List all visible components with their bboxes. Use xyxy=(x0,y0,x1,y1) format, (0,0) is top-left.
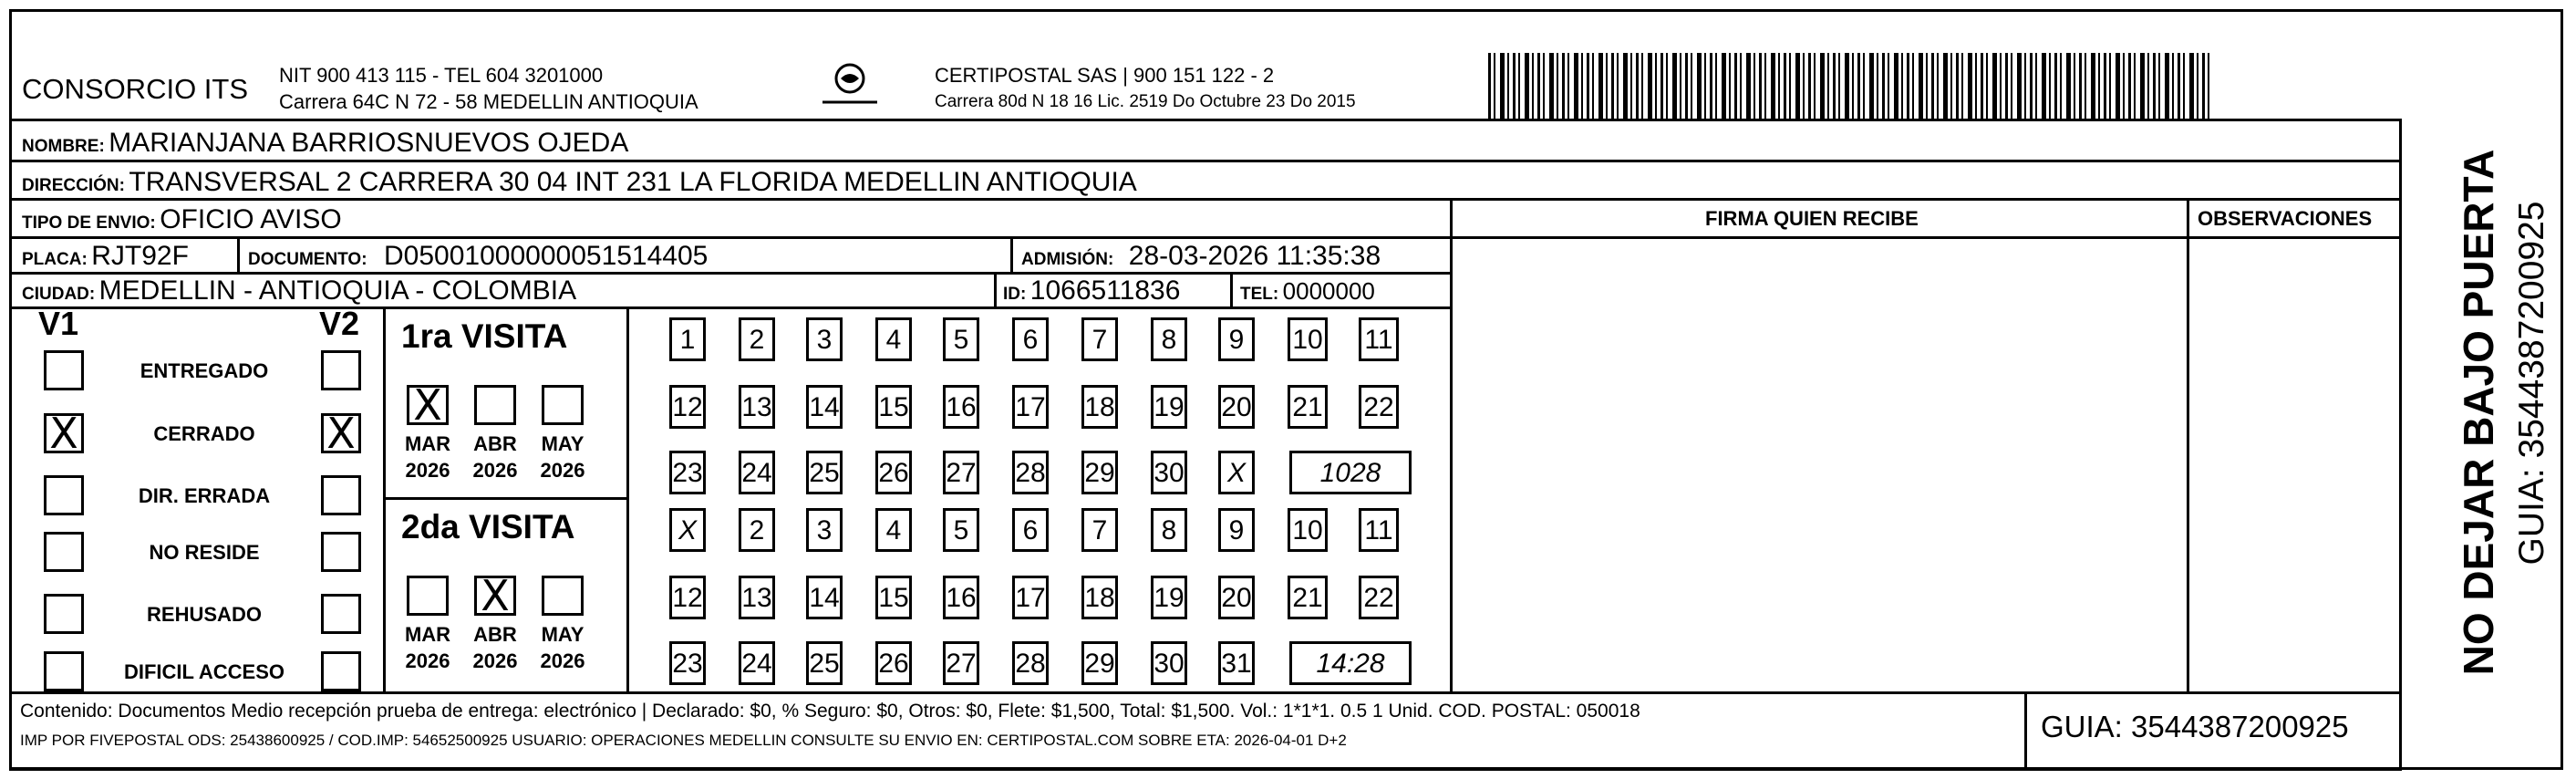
direccion-field xyxy=(22,167,1137,198)
day-box[interactable]: 19 xyxy=(1151,576,1187,619)
day-box[interactable]: 5 xyxy=(943,317,979,361)
day-box[interactable]: 4 xyxy=(875,317,912,361)
rule xyxy=(9,272,1453,275)
day-box[interactable]: 15 xyxy=(875,576,912,619)
v1-checkbox[interactable] xyxy=(44,651,84,691)
rule xyxy=(383,306,386,693)
observaciones-header: OBSERVACIONES xyxy=(2198,207,2373,230)
day-box[interactable]: 23 xyxy=(669,451,706,494)
day-box[interactable]: 29 xyxy=(1081,641,1118,685)
check-mark: X xyxy=(49,409,78,458)
day-box[interactable]: 23 xyxy=(669,641,706,685)
rule xyxy=(2024,691,2027,770)
year-label: 2026 xyxy=(405,459,450,482)
day-box[interactable]: 17 xyxy=(1012,385,1049,429)
month-label: MAY xyxy=(541,623,585,646)
rule xyxy=(9,198,2402,201)
day-box[interactable]: 22 xyxy=(1359,576,1399,619)
v1-checkbox[interactable] xyxy=(44,409,84,458)
day-box[interactable]: 10 xyxy=(1288,508,1328,552)
status-option-label: CERRADO xyxy=(153,422,255,445)
v1-checkbox[interactable] xyxy=(44,475,84,515)
v2-checkbox[interactable] xyxy=(321,350,361,390)
day-box[interactable]: 13 xyxy=(739,385,775,429)
ciudad-field xyxy=(22,275,576,306)
day-box[interactable]: 31 xyxy=(1218,641,1255,685)
day-box[interactable]: 9 xyxy=(1218,508,1255,552)
day-box[interactable]: X xyxy=(669,508,706,552)
day-box[interactable]: 15 xyxy=(875,385,912,429)
footer-imp: IMP POR FIVEPOSTAL ODS: 25438600925 / COD.IMP: 54652500925 USUARIO: OPERACIONES MEDELLIN CONSULTE SU ENVIO EN: CERTIPOSTAL.COM SOBRE ETA: 2026-04-01 D+2 xyxy=(20,732,1347,749)
tel-label: TEL: xyxy=(1240,285,1279,304)
rule xyxy=(1010,236,1013,274)
rule xyxy=(1450,198,1453,693)
rule xyxy=(9,236,2402,239)
status-option-label: DIR. ERRADA xyxy=(138,484,271,507)
day-box[interactable]: 28 xyxy=(1012,641,1049,685)
check-mark: X xyxy=(326,409,356,458)
placa-field xyxy=(22,241,189,272)
day-box[interactable]: 20 xyxy=(1218,576,1255,619)
rule xyxy=(9,119,2402,121)
day-box[interactable]: 6 xyxy=(1012,317,1049,361)
id-value: 1066511836 xyxy=(1029,275,1181,306)
day-box[interactable]: 12 xyxy=(669,576,706,619)
rule xyxy=(1230,272,1233,308)
status-option-label: NO RESIDE xyxy=(149,541,260,564)
company-line2: Carrera 64C N 72 - 58 MEDELLIN ANTIOQUIA xyxy=(279,90,698,113)
visit-time[interactable]: 1028 xyxy=(1289,451,1412,494)
month-label: MAY xyxy=(541,432,585,455)
label-frame xyxy=(9,9,2563,770)
rule xyxy=(383,497,629,500)
day-box[interactable]: 1 xyxy=(669,317,706,361)
day-box[interactable]: 3 xyxy=(806,508,843,552)
day-box[interactable]: 6 xyxy=(1012,508,1049,552)
day-box[interactable]: 8 xyxy=(1151,317,1187,361)
v2-checkbox[interactable] xyxy=(321,594,361,634)
day-box[interactable]: 16 xyxy=(943,576,979,619)
month-label: ABR xyxy=(473,432,517,455)
footer-contenido: Contenido: Documentos Medio recepción prueba de entrega: electrónico | Declarado: $0, % Seguro: $0, Otros: $0, Flete: $1,500, Total: $1,500. Vol.: 1*1*1. 0.5 1 Unid. COD. POSTAL: 050018 xyxy=(20,701,1640,722)
id-field xyxy=(1003,275,1180,306)
day-box[interactable]: 26 xyxy=(875,641,912,685)
rule xyxy=(9,160,2402,162)
day-box[interactable]: 7 xyxy=(1081,317,1118,361)
v2-checkbox[interactable] xyxy=(321,651,361,691)
rule xyxy=(994,272,997,308)
day-box[interactable]: 3 xyxy=(806,317,843,361)
nombre-value: MARIANJANA BARRIOSNUEVOS OJEDA xyxy=(109,128,629,158)
tipo-value: OFICIO AVISO xyxy=(160,204,342,234)
documento-label: DOCUMENTO: xyxy=(248,250,367,269)
barcode xyxy=(1488,53,2214,120)
status-option-label: DIFICIL ACCESO xyxy=(123,660,284,683)
month-checkbox[interactable] xyxy=(474,385,516,425)
certipostal-logo xyxy=(815,60,885,111)
day-box[interactable]: 20 xyxy=(1218,385,1255,429)
day-box[interactable]: 24 xyxy=(739,641,775,685)
certi-line2: Carrera 80d N 18 16 Lic. 2519 Do Octubre 23 Do 2015 xyxy=(935,92,1356,111)
day-box[interactable]: 7 xyxy=(1081,508,1118,552)
day-box[interactable]: 12 xyxy=(669,385,706,429)
month-checkbox[interactable] xyxy=(474,571,516,620)
day-box[interactable]: 30 xyxy=(1151,451,1187,494)
v2-checkbox[interactable] xyxy=(321,532,361,572)
v2-checkbox[interactable] xyxy=(321,475,361,515)
check-mark: X xyxy=(413,380,442,430)
day-box[interactable]: 30 xyxy=(1151,641,1187,685)
day-box[interactable]: 29 xyxy=(1081,451,1118,494)
v2-checkbox[interactable] xyxy=(321,409,361,458)
firma-header: FIRMA QUIEN RECIBE xyxy=(1705,207,1919,230)
company-name: CONSORCIO ITS xyxy=(22,73,249,105)
v1-checkbox[interactable] xyxy=(44,532,84,572)
year-label: 2026 xyxy=(540,459,585,482)
day-box[interactable]: 5 xyxy=(943,508,979,552)
id-label: ID: xyxy=(1003,285,1027,304)
side-guia: GUIA: 3544387200925 xyxy=(2512,201,2551,566)
visit-title: 1ra VISITA xyxy=(401,317,568,355)
day-box[interactable]: 2 xyxy=(739,317,775,361)
side-notice: NO DEJAR BAJO PUERTA xyxy=(2455,149,2502,676)
rule xyxy=(9,306,1453,309)
day-box[interactable]: 2 xyxy=(739,508,775,552)
month-label: MAR xyxy=(404,432,451,455)
status-option-label: ENTREGADO xyxy=(140,359,269,382)
v1-checkbox[interactable] xyxy=(44,594,84,634)
v1-header: V1 xyxy=(38,305,79,342)
day-box[interactable]: 26 xyxy=(875,451,912,494)
certi-line1: CERTIPOSTAL SAS | 900 151 122 - 2 xyxy=(935,64,1275,87)
day-box[interactable]: 27 xyxy=(943,451,979,494)
month-label: MAR xyxy=(404,623,451,646)
placa-value: RJT92F xyxy=(91,241,189,271)
ciudad-label: CIUDAD: xyxy=(22,285,96,304)
day-box[interactable]: 14 xyxy=(806,385,843,429)
day-box[interactable]: 8 xyxy=(1151,508,1187,552)
status-option-label: REHUSADO xyxy=(147,603,262,626)
day-box[interactable]: 16 xyxy=(943,385,979,429)
day-box[interactable]: 21 xyxy=(1288,576,1328,619)
day-box[interactable]: 28 xyxy=(1012,451,1049,494)
day-box[interactable]: 10 xyxy=(1288,317,1328,361)
year-label: 2026 xyxy=(472,649,518,672)
rule xyxy=(2399,119,2402,770)
day-box[interactable]: 19 xyxy=(1151,385,1187,429)
footer-guia: GUIA: 3544387200925 xyxy=(2041,710,2349,743)
tipo-field xyxy=(22,204,342,235)
day-box[interactable]: 25 xyxy=(806,641,843,685)
day-box[interactable]: 18 xyxy=(1081,385,1118,429)
day-box[interactable]: 9 xyxy=(1218,317,1255,361)
rule xyxy=(2187,198,2189,693)
direccion-label: DIRECCIÓN: xyxy=(22,176,125,195)
rule xyxy=(9,768,2402,771)
tipo-label: TIPO DE ENVIO: xyxy=(22,213,156,233)
year-label: 2026 xyxy=(472,459,518,482)
admision-field xyxy=(1021,241,1381,272)
month-label: ABR xyxy=(473,623,517,646)
rule xyxy=(9,691,2402,694)
documento-field xyxy=(248,241,708,272)
year-label: 2026 xyxy=(405,649,450,672)
day-box[interactable]: 25 xyxy=(806,451,843,494)
month-checkbox[interactable] xyxy=(407,576,449,616)
visit-title: 2da VISITA xyxy=(401,508,575,545)
day-box[interactable]: X xyxy=(1218,451,1255,494)
visit-time[interactable]: 14:28 xyxy=(1289,641,1412,685)
year-label: 2026 xyxy=(540,649,585,672)
v2-header: V2 xyxy=(319,305,360,342)
rule xyxy=(626,306,629,693)
month-checkbox[interactable] xyxy=(542,385,584,425)
tel-field xyxy=(1240,277,1375,306)
rule xyxy=(237,236,240,274)
ciudad-value: MEDELLIN - ANTIOQUIA - COLOMBIA xyxy=(98,275,577,306)
nombre-label: NOMBRE: xyxy=(22,137,105,156)
day-box[interactable]: 11 xyxy=(1359,317,1399,361)
v1-checkbox[interactable] xyxy=(44,350,84,390)
documento-value: D05001000000051514405 xyxy=(384,241,709,271)
day-box[interactable]: 17 xyxy=(1012,576,1049,619)
check-mark: X xyxy=(481,571,510,620)
day-box[interactable]: 14 xyxy=(806,576,843,619)
day-box[interactable]: 22 xyxy=(1359,385,1399,429)
day-box[interactable]: 18 xyxy=(1081,576,1118,619)
day-box[interactable]: 27 xyxy=(943,641,979,685)
direccion-value: TRANSVERSAL 2 CARRERA 30 04 INT 231 LA FLORIDA MEDELLIN ANTIOQUIA xyxy=(129,167,1137,197)
day-box[interactable]: 4 xyxy=(875,508,912,552)
placa-label: PLACA: xyxy=(22,250,88,269)
day-box[interactable]: 11 xyxy=(1359,508,1399,552)
admision-value: 28-03-2026 11:35:38 xyxy=(1128,241,1381,271)
nombre-field xyxy=(22,128,628,159)
day-box[interactable]: 24 xyxy=(739,451,775,494)
admision-label: ADMISIÓN: xyxy=(1021,250,1114,269)
company-line1: NIT 900 413 115 - TEL 604 3201000 xyxy=(279,64,604,87)
month-checkbox[interactable] xyxy=(407,380,449,430)
tel-value: 0000000 xyxy=(1282,277,1375,305)
month-checkbox[interactable] xyxy=(542,576,584,616)
day-box[interactable]: 13 xyxy=(739,576,775,619)
day-box[interactable]: 21 xyxy=(1288,385,1328,429)
